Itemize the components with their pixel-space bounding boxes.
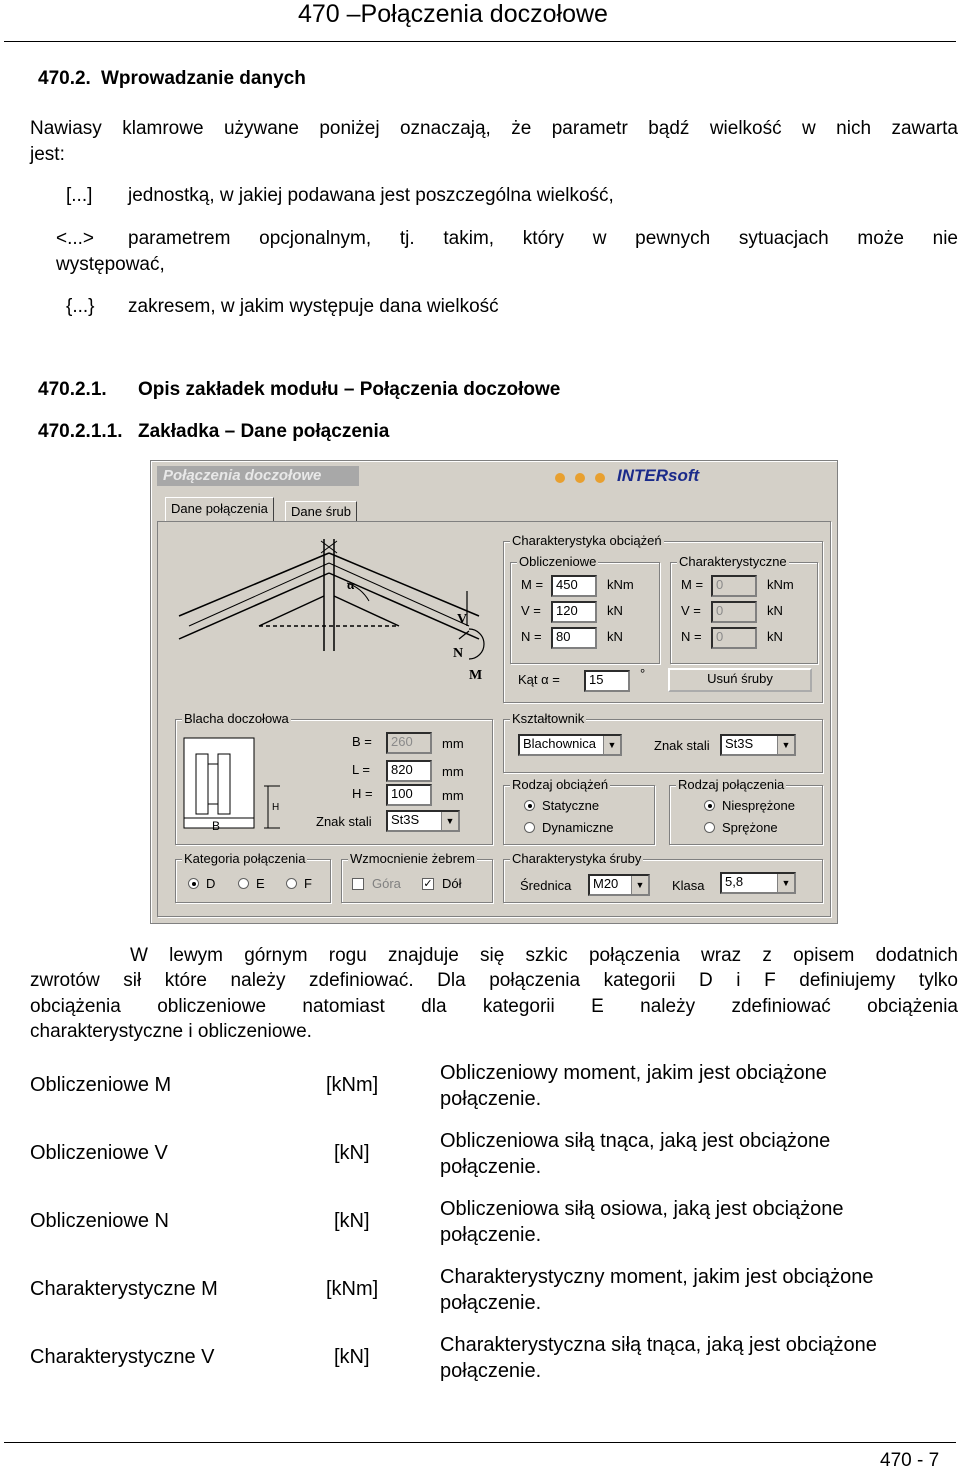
bolt-class-label: Klasa [672,878,705,893]
connection-type-label: Rodzaj połączenia [678,777,785,792]
bracket-desc-angle-line1: parametrem opcjonalnym, tj. takim, który w pewnych sytuacjach może nie [128,228,958,249]
design-loads-label: Obliczeniowe [519,554,597,569]
b-label: B [212,819,221,832]
load-type-label: Rodzaj obciążeń [512,777,609,792]
char-n-unit: kN [767,629,783,644]
plate-steel-select[interactable] [386,810,460,832]
bolt-diameter-select[interactable] [588,874,650,896]
radio-category-d-label: D [206,876,216,891]
reinforcement-group [341,851,493,903]
plate-b-unit: mm [442,736,464,751]
plate-sketch [182,736,292,832]
param-unit: [kN] [334,1142,370,1164]
chevron-down-icon: ▼ [603,736,620,754]
char-m-label: M = [681,577,704,592]
intro-line-2: jest: [30,144,65,165]
design-m-unit: kNm [607,577,634,592]
section-number: 470.2. [38,68,91,89]
category-group [175,851,331,903]
char-m-input[interactable]: 0 [711,575,757,597]
page-header-title: 470 –Połączenia doczołowe [298,0,608,28]
end-plate-label: Blacha doczołowa [184,711,289,726]
subsection-number: 470.2.1. [38,379,107,400]
shape-steel-label: Znak stali [654,738,710,753]
load-type-group [503,777,655,845]
checkbox-top[interactable] [352,878,364,890]
param-desc-line1: Charakterystyczny moment, jakim jest obciążone [440,1266,874,1288]
param-name: Obliczeniowe V [30,1142,168,1164]
chevron-down-icon: ▼ [631,876,648,894]
param-desc-line1: Charakterystyczna siłą tnąca, jaką jest obciążone [440,1334,877,1356]
chevron-down-icon: ▼ [777,874,794,892]
bracket-desc-curly: zakresem, w jakim występuje dana wielkość [128,296,499,317]
description-line-2: zwrotów sił które należy zdefiniować. Dla połączenia kategorii D i F definiujemy tylko [30,970,958,991]
subsection-title: Opis zakładek modułu – Połączenia doczołowe [138,379,561,400]
dot-icon [575,473,585,483]
angle-input[interactable]: 15 [584,670,630,692]
design-n-unit: kN [607,629,623,644]
checkbox-bottom-label: Dół [442,876,462,891]
param-desc-line2: połączenie. [440,1292,542,1314]
section-title: Wprowadzanie danych [101,68,306,89]
bracket-desc-angle-line2: występować, [56,254,165,275]
tab-dane-srub[interactable]: Dane śrub [285,501,357,522]
param-name: Obliczeniowe M [30,1074,172,1096]
plate-l-label: L = [352,762,370,777]
param-unit: [kNm] [326,1074,379,1096]
radio-non-prestressed[interactable] [704,800,715,811]
bracket-symbol-square: [...] [66,185,93,206]
param-unit: [kN] [334,1346,370,1368]
shape-steel-select[interactable] [720,734,796,756]
intro-line-1: Nawiasy klamrowe używane poniżej oznaczają, że parametr bądź wielkość w nich zawarta [30,118,958,139]
chevron-down-icon: ▼ [777,736,794,754]
bolt-class-select[interactable] [720,872,796,894]
checkbox-bottom[interactable]: ✓ [423,878,433,890]
plate-h-unit: mm [442,788,464,803]
bolt-group [503,851,823,903]
dialog-window [150,460,838,924]
design-v-unit: kN [607,603,623,618]
radio-dynamic[interactable] [524,822,535,833]
design-v-label: V = [521,603,541,618]
description-line-1: W lewym górnym rogu znajduje się szkic połączenia wraz z opisem dodatnich [130,945,958,966]
reinforcement-label: Wzmocnienie żebrem [350,851,475,866]
connection-sketch [169,531,499,691]
loads-group [503,533,823,703]
design-n-label: N = [521,629,542,644]
param-desc-line1: Obliczeniowa siłą osiowa, jaką jest obciążone [440,1198,844,1220]
plate-b-label: B = [352,734,372,749]
tab-dane-polaczenia[interactable]: Dane połączenia [165,497,274,522]
design-loads-group [510,554,660,664]
bolt-diameter-value: M20 [593,876,619,891]
bracket-symbol-angle: <...> [56,228,95,249]
param-desc-line2: połączenie. [440,1156,542,1178]
radio-category-f[interactable] [286,878,297,889]
footer-rule [4,1442,956,1443]
design-n-input[interactable]: 80 [551,627,597,649]
radio-dynamic-label: Dynamiczne [542,820,614,835]
page-number: 470 - 7 [880,1450,940,1471]
end-plate-group [175,711,493,845]
radio-prestressed[interactable] [704,822,715,833]
radio-static-label: Statyczne [542,798,600,813]
subsubsection-number: 470.2.1.1. [38,421,123,442]
bracket-desc-square: jednostką, w jakiej podawana jest poszczególna wielkość, [128,185,614,206]
radio-category-d[interactable] [188,878,199,889]
param-desc-line1: Obliczeniowa siłą tnąca, jaką jest obciążone [440,1130,831,1152]
section-shape-value: Blachownica [523,736,596,751]
chevron-down-icon: ▼ [441,812,458,830]
radio-category-e-label: E [256,876,265,891]
param-name: Charakterystyczne M [30,1278,218,1300]
param-unit: [kNm] [326,1278,379,1300]
plate-h-input[interactable]: 100 [386,784,432,806]
plate-l-unit: mm [442,764,464,779]
subsubsection-title: Zakładka – Dane połączenia [138,421,390,442]
loads-group-label: Charakterystyka obciążeń [512,533,662,548]
radio-prestressed-label: Sprężone [722,820,778,835]
angle-unit: ° [640,666,646,681]
alpha-label: α [347,577,355,592]
design-v-input[interactable]: 120 [551,601,597,623]
char-n-label: N = [681,629,702,644]
bolt-group-label: Charakterystyka śruby [512,851,642,866]
remove-bolts-button[interactable]: Usuń śruby [668,668,812,692]
intersoft-logo: INTERsoft [617,466,700,485]
char-m-unit: kNm [767,577,794,592]
plate-l-input[interactable]: 820 [386,760,432,782]
param-desc-line2: połączenie. [440,1088,542,1110]
param-desc-line1: Obliczeniowy moment, jakim jest obciążone [440,1062,827,1084]
plate-b-input[interactable]: 260 [386,732,432,754]
char-v-input[interactable]: 0 [711,601,757,623]
radio-category-f-label: F [304,876,312,891]
characteristic-loads-group [670,554,818,664]
param-desc-line2: połączenie. [440,1224,542,1246]
angle-label: Kąt α = [518,672,560,687]
shape-steel-value: St3S [725,736,754,751]
bolt-diameter-label: Średnica [520,878,572,893]
param-desc-line2: połączenie. [440,1360,542,1382]
param-name: Obliczeniowe N [30,1210,169,1232]
char-v-label: V = [681,603,701,618]
h-label: H [272,802,280,813]
param-unit: [kN] [334,1210,370,1232]
section-shape-select[interactable] [518,734,622,756]
plate-h-label: H = [352,786,373,801]
characteristic-loads-label: Charakterystyczne [679,554,787,569]
dot-icon [595,473,605,483]
plate-steel-value: St3S [391,812,420,827]
char-v-unit: kN [767,603,783,618]
design-m-label: M = [521,577,544,592]
dialog-title: Połączenia doczołowe [157,466,359,486]
header-rule [4,41,956,42]
bracket-symbol-curly: {...} [66,296,95,317]
description-line-3: obciążenia obliczeniowe natomiast dla kategorii E należy zdefiniować obciążenia [30,996,958,1017]
v-label: V [457,612,468,627]
dot-icon [555,473,565,483]
section-shape-group [503,711,823,773]
n-label: N [453,646,464,661]
char-n-input[interactable]: 0 [711,627,757,649]
connection-type-group [669,777,823,845]
section-shape-label: Kształtownik [512,711,585,726]
checkbox-top-label: Góra [372,876,401,891]
design-m-input[interactable]: 450 [551,575,597,597]
radio-static[interactable] [524,800,535,811]
radio-category-e[interactable] [238,878,249,889]
m-label: M [469,668,483,683]
category-label: Kategoria połączenia [184,851,306,866]
radio-non-prestressed-label: Niesprężone [722,798,795,813]
plate-steel-label: Znak stali [316,814,372,829]
description-line-4: charakterystyczne i obliczeniowe. [30,1021,312,1042]
bolt-class-value: 5,8 [725,874,744,889]
param-name: Charakterystyczne V [30,1346,215,1368]
